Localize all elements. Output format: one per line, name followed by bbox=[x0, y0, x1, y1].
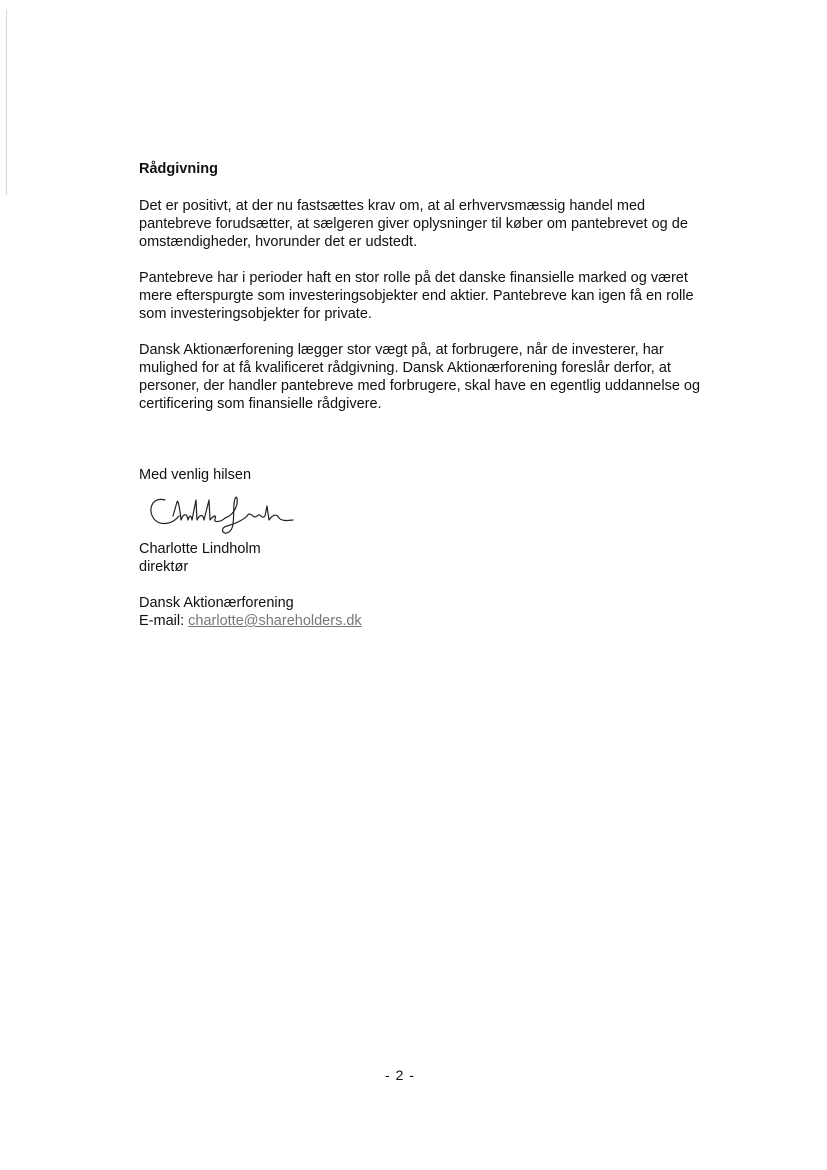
paragraph-2: Pantebreve har i perioder haft en stor rolle på det danske finansielle marked og været mere efterspurgte som investeringsobjekter end aktier. Pantebreve kan igen få en rolle som investeringsobjekter for private. bbox=[139, 270, 694, 322]
closing-block bbox=[139, 466, 539, 630]
email-line bbox=[139, 612, 539, 630]
greeting: Med venlig hilsen bbox=[139, 467, 252, 483]
paragraph-3: Dansk Aktionærforening lægger stor vægt på, at forbrugere, når de investerer, har mulighed for at få kvalificeret rådgivning. Dansk Aktionærforening foreslår derfor, at personer, der handler pantebreve med forbrugere, skal have en egentlig uddannelse og certificering som finansielle rådgivere. bbox=[139, 342, 701, 412]
organization-name: Dansk Aktionærforening bbox=[139, 595, 294, 611]
handwritten-signature bbox=[143, 486, 303, 538]
scan-edge-line bbox=[6, 10, 7, 195]
signer-title: direktør bbox=[139, 559, 189, 575]
section-heading: Rådgivning bbox=[139, 161, 218, 177]
paragraph-1: Det er positivt, at der nu fastsættes krav om, at al erhvervsmæssig handel med pantebreve forudsætter, at sælgeren giver oplysninger til køber om pantebrevet og de omstændigheder, hvorunder det er udstedt. bbox=[139, 198, 688, 250]
signer-name: Charlotte Lindholm bbox=[139, 541, 261, 557]
email-label: E-mail: bbox=[139, 613, 185, 629]
email-link[interactable]: charlotte@shareholders.dk bbox=[188, 613, 362, 629]
page-number: - 2 - bbox=[385, 1067, 415, 1083]
letter-body bbox=[139, 160, 709, 431]
